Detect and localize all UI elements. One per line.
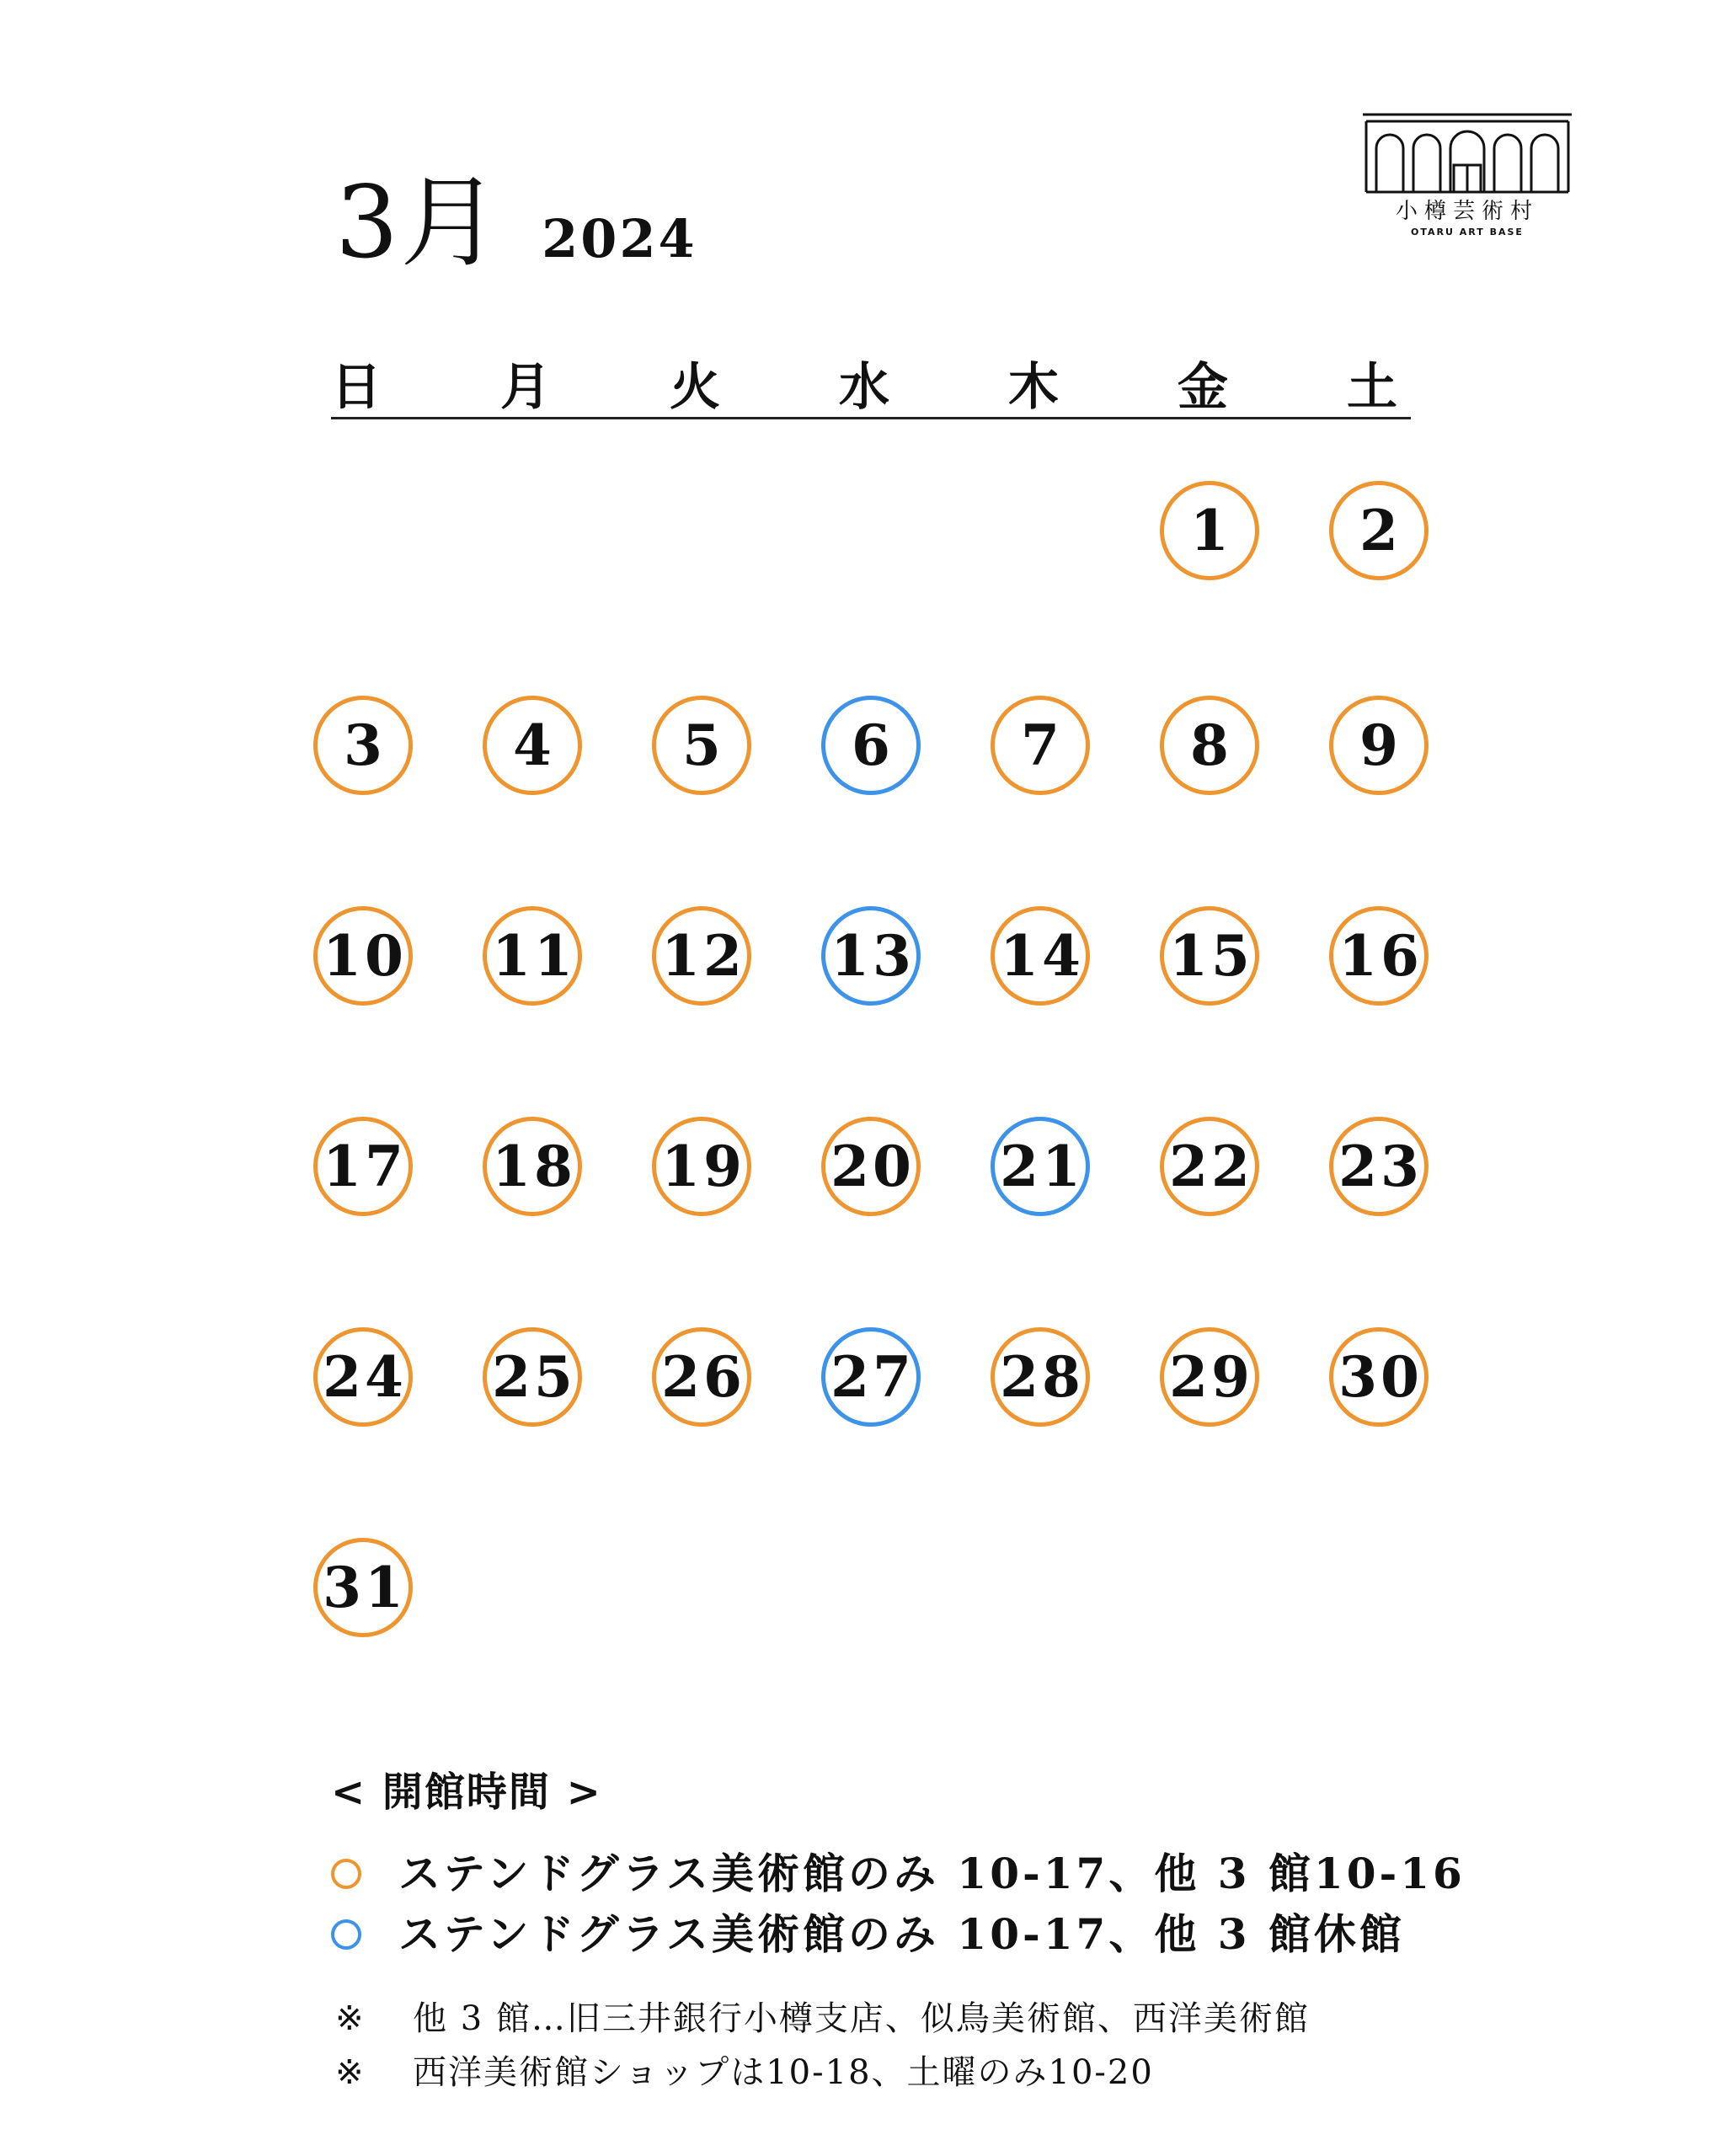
calendar-day: 21	[991, 1117, 1090, 1216]
calendar-day: 3	[313, 696, 413, 795]
calendar-day: 12	[652, 906, 751, 1006]
calendar-day: 23	[1329, 1117, 1429, 1216]
weekday-mon: 月	[500, 358, 551, 417]
calendar-day: 17	[313, 1117, 413, 1216]
weekday-thu: 木	[1008, 358, 1059, 417]
calendar-day: 18	[483, 1117, 582, 1216]
calendar-day: 5	[652, 696, 751, 795]
calendar-day: 7	[991, 696, 1090, 795]
calendar-day: 11	[483, 906, 582, 1006]
calendar-day: 25	[483, 1327, 582, 1427]
calendar-day: 2	[1329, 481, 1429, 580]
calendar-day: 15	[1160, 906, 1259, 1006]
note-mark: ※	[335, 2053, 366, 2092]
weekday-fri: 金	[1178, 358, 1228, 417]
note-text: 西洋美術館ショップは10-18、土曜のみ10-20	[413, 2053, 1154, 2092]
calendar-day: 8	[1160, 696, 1259, 795]
note-text: 他 3 館…旧三井銀行小樽支店、似鳥美術館、西洋美術館	[413, 1999, 1310, 2038]
calendar-day: 29	[1160, 1327, 1259, 1427]
legend-text-orange: ステンドグラス美術館のみ 10-17、他 3 館10-16	[398, 1849, 1466, 1898]
calendar-day: 10	[313, 906, 413, 1006]
note-2	[335, 2050, 1154, 2095]
calendar-day: 24	[313, 1327, 413, 1427]
month-label: 3月	[335, 164, 502, 280]
note-1	[335, 1996, 1310, 2041]
calendar-day: 30	[1329, 1327, 1429, 1427]
logo-name-en: OTARU ART BASE	[1411, 227, 1524, 237]
calendar-day: 16	[1329, 906, 1429, 1006]
calendar-day: 31	[313, 1538, 413, 1637]
weekday-tue: 火	[670, 358, 720, 417]
calendar-day: 28	[991, 1327, 1090, 1427]
calendar-day: 22	[1160, 1117, 1259, 1216]
logo-name-jp: 小樽芸術村	[1395, 199, 1539, 224]
weekday-sat: 土	[1347, 358, 1397, 417]
calendar-day: 13	[821, 906, 921, 1006]
calendar-day: 4	[483, 696, 582, 795]
weekday-sun: 日	[331, 358, 382, 417]
calendar-day: 14	[991, 906, 1090, 1006]
note-mark: ※	[335, 1999, 366, 2038]
calendar-day: 27	[821, 1327, 921, 1427]
hours-title: < 開館時間 >	[331, 1769, 602, 1816]
calendar-day: 1	[1160, 481, 1259, 580]
year-label: 2024	[542, 208, 697, 270]
legend-text-blue: ステンドグラス美術館のみ 10-17、他 3 館休館	[398, 1909, 1405, 1959]
calendar-day: 9	[1329, 696, 1429, 795]
calendar-day: 6	[821, 696, 921, 795]
calendar-day: 19	[652, 1117, 751, 1216]
blue-circle-icon	[331, 1919, 361, 1950]
legend-row-orange	[331, 1846, 1466, 1902]
calendar-day: 20	[821, 1117, 921, 1216]
weekday-wed: 水	[839, 358, 889, 417]
calendar-day: 26	[652, 1327, 751, 1427]
orange-circle-icon	[331, 1859, 361, 1889]
legend-row-blue	[331, 1907, 1405, 1962]
